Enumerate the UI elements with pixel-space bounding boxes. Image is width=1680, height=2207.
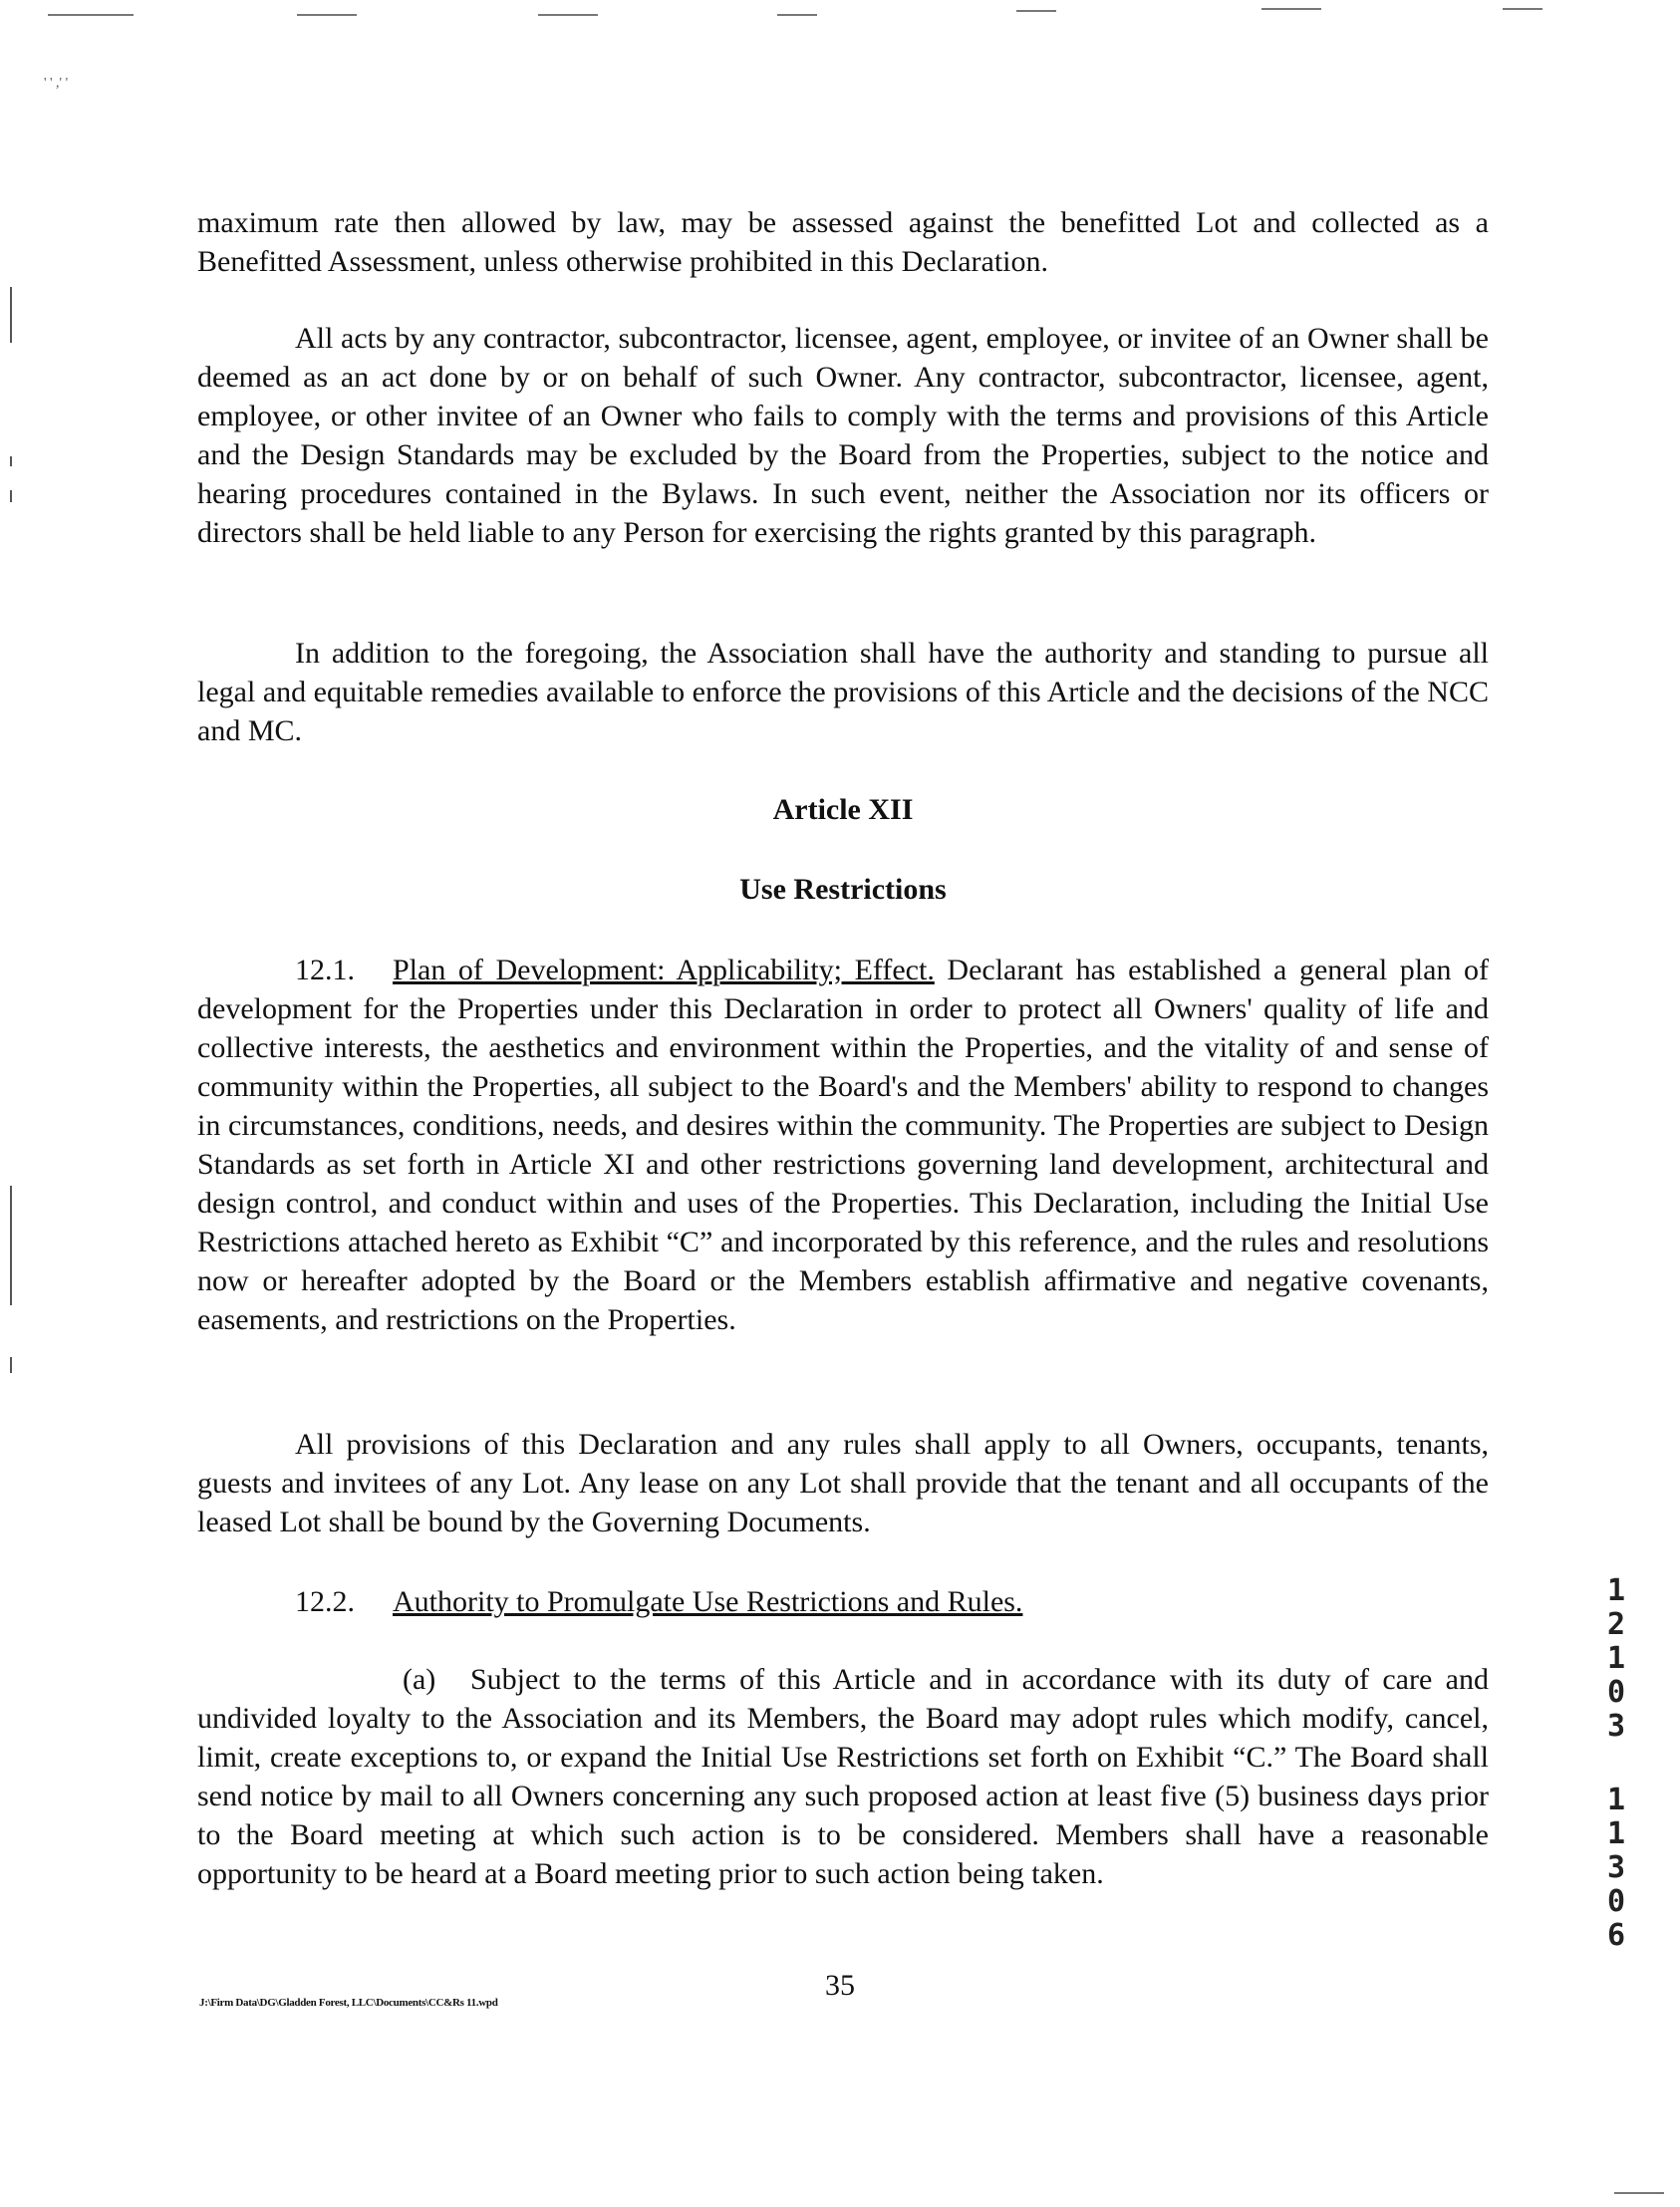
section-12-2 <box>197 1582 1489 1621</box>
scan-artifact <box>777 14 817 16</box>
stamp-digit: 1 <box>1606 1783 1626 1817</box>
section-number: 12.1. <box>295 954 355 986</box>
subsection-label: (a) <box>403 1663 436 1696</box>
stamp-digit: 3 <box>1606 1709 1626 1744</box>
article-heading: Article XII <box>772 793 914 826</box>
stamp-digit: 2 <box>1606 1607 1626 1642</box>
stamp-digit: 1 <box>1606 1573 1626 1608</box>
paragraph-continuation <box>197 203 1489 281</box>
margin-mark <box>10 1186 12 1305</box>
scan-artifact <box>538 14 598 16</box>
paragraph-contractors <box>197 319 1489 552</box>
section-title: Authority to Promulgate Use Restrictions and Rules. <box>393 1585 1023 1618</box>
stamp-gap <box>1596 1744 1636 1784</box>
stamp-digit: 6 <box>1606 1918 1626 1953</box>
paragraph-text: In addition to the foregoing, the Association shall have the authority and standing to pursue all legal and equitable remedies available to enforce the provisions of this Article and the decisions of the NCC and MC. <box>197 637 1489 747</box>
margin-mark <box>10 456 12 466</box>
scan-artifact <box>1016 10 1056 12</box>
article-title: Use Restrictions <box>739 873 947 906</box>
paragraph-text: maximum rate then allowed by law, may be assessed against the benefitted Lot and collected as a Benefitted Assessment, unless otherwise prohibited in this Declaration. <box>197 206 1489 278</box>
section-number: 12.2. <box>295 1585 355 1618</box>
scan-artifact <box>48 14 134 16</box>
subsection-text: Subject to the terms of this Article and in accordance with its duty of care and undivided loyalty to the Association and its Members, the Board may adopt rules which modify, cancel, limit, create exceptions to, or expand the Initial Use Restrictions set forth on Exhibit “C.” The Board shall send notice by mail to all Owners concerning any such proposed action at least five (5) business days prior to the Board meeting at which such action is to be considered. Members shall have a reasonable opportunity to be heard at a Board meeting prior to such action being taken. <box>197 1663 1489 1890</box>
subsection-a <box>197 1660 1489 1893</box>
scan-artifact <box>297 14 357 16</box>
section-title: Plan of Development: Applicability; Effect. <box>393 954 935 986</box>
scan-artifact: ' ' ,' ' <box>44 76 69 91</box>
stamp-digit: 0 <box>1606 1884 1626 1919</box>
margin-mark <box>10 287 12 343</box>
subsection-paragraph <box>197 1660 1489 1893</box>
recording-stamp <box>1596 1574 1636 1953</box>
section-12-1 <box>197 951 1489 1339</box>
paragraph-provisions <box>197 1425 1489 1541</box>
margin-mark <box>10 490 12 502</box>
page-number: 35 <box>825 1969 855 2002</box>
paragraph-remedies <box>197 634 1489 750</box>
paragraph-text: All acts by any contractor, subcontractor, licensee, agent, employee, or invitee of an Owner shall be deemed as an act done by or on behalf of such Owner. Any contractor, subcontractor, licensee, agent, employee, or other invitee of an Owner who fails to comply with the terms and provisions of this Article and the Design Standards may be excluded by the Board from the Properties, subject to the notice and hearing procedures contained in the Bylaws. In such event, neither the Association nor its officers or directors shall be held liable to any Person for exercising the rights granted by this paragraph. <box>197 322 1489 549</box>
stamp-digit: 1 <box>1606 1816 1626 1851</box>
scan-artifact <box>1261 8 1321 10</box>
footer-file-path: J:\Firm Data\DG\Gladden Forest, LLC\Documents\CC&Rs 11.wpd <box>199 1997 498 2009</box>
stamp-digit: 0 <box>1606 1675 1626 1710</box>
scan-artifact <box>1614 2192 1664 2194</box>
paragraph-text: All provisions of this Declaration and any rules shall apply to all Owners, occupants, tenants, guests and invitees of any Lot. Any lease on any Lot shall provide that the tenant and all occupants of the leased Lot shall be bound by the Governing Documents. <box>197 1428 1489 1538</box>
margin-mark <box>10 1357 12 1373</box>
section-paragraph <box>197 1582 1489 1621</box>
stamp-digit: 3 <box>1606 1850 1626 1885</box>
scan-artifact <box>1503 8 1542 10</box>
stamp-digit: 1 <box>1606 1641 1626 1676</box>
section-paragraph <box>197 951 1489 1339</box>
section-text: Declarant has established a general plan of development for the Properties under this Declaration in order to protect all Owners' quality of life and collective interests, the aesthetics and environment within the Properties, and the vitality of and sense of community within the Properties, all subject to the Board's and the Members' ability to respond to changes in circumstances, conditions, needs, and desires within the community. The Properties are subject to Design Standards as set forth in Article XI and other restrictions governing land development, architectural and design control, and conduct within and uses of the Properties. This Declaration, including the Initial Use Restrictions attached hereto as Exhibit “C” and incorporated by this reference, and the rules and resolutions now or hereafter adopted by the Board or the Members establish affirmative and negative covenants, easements, and restrictions on the Properties. <box>197 954 1490 1336</box>
